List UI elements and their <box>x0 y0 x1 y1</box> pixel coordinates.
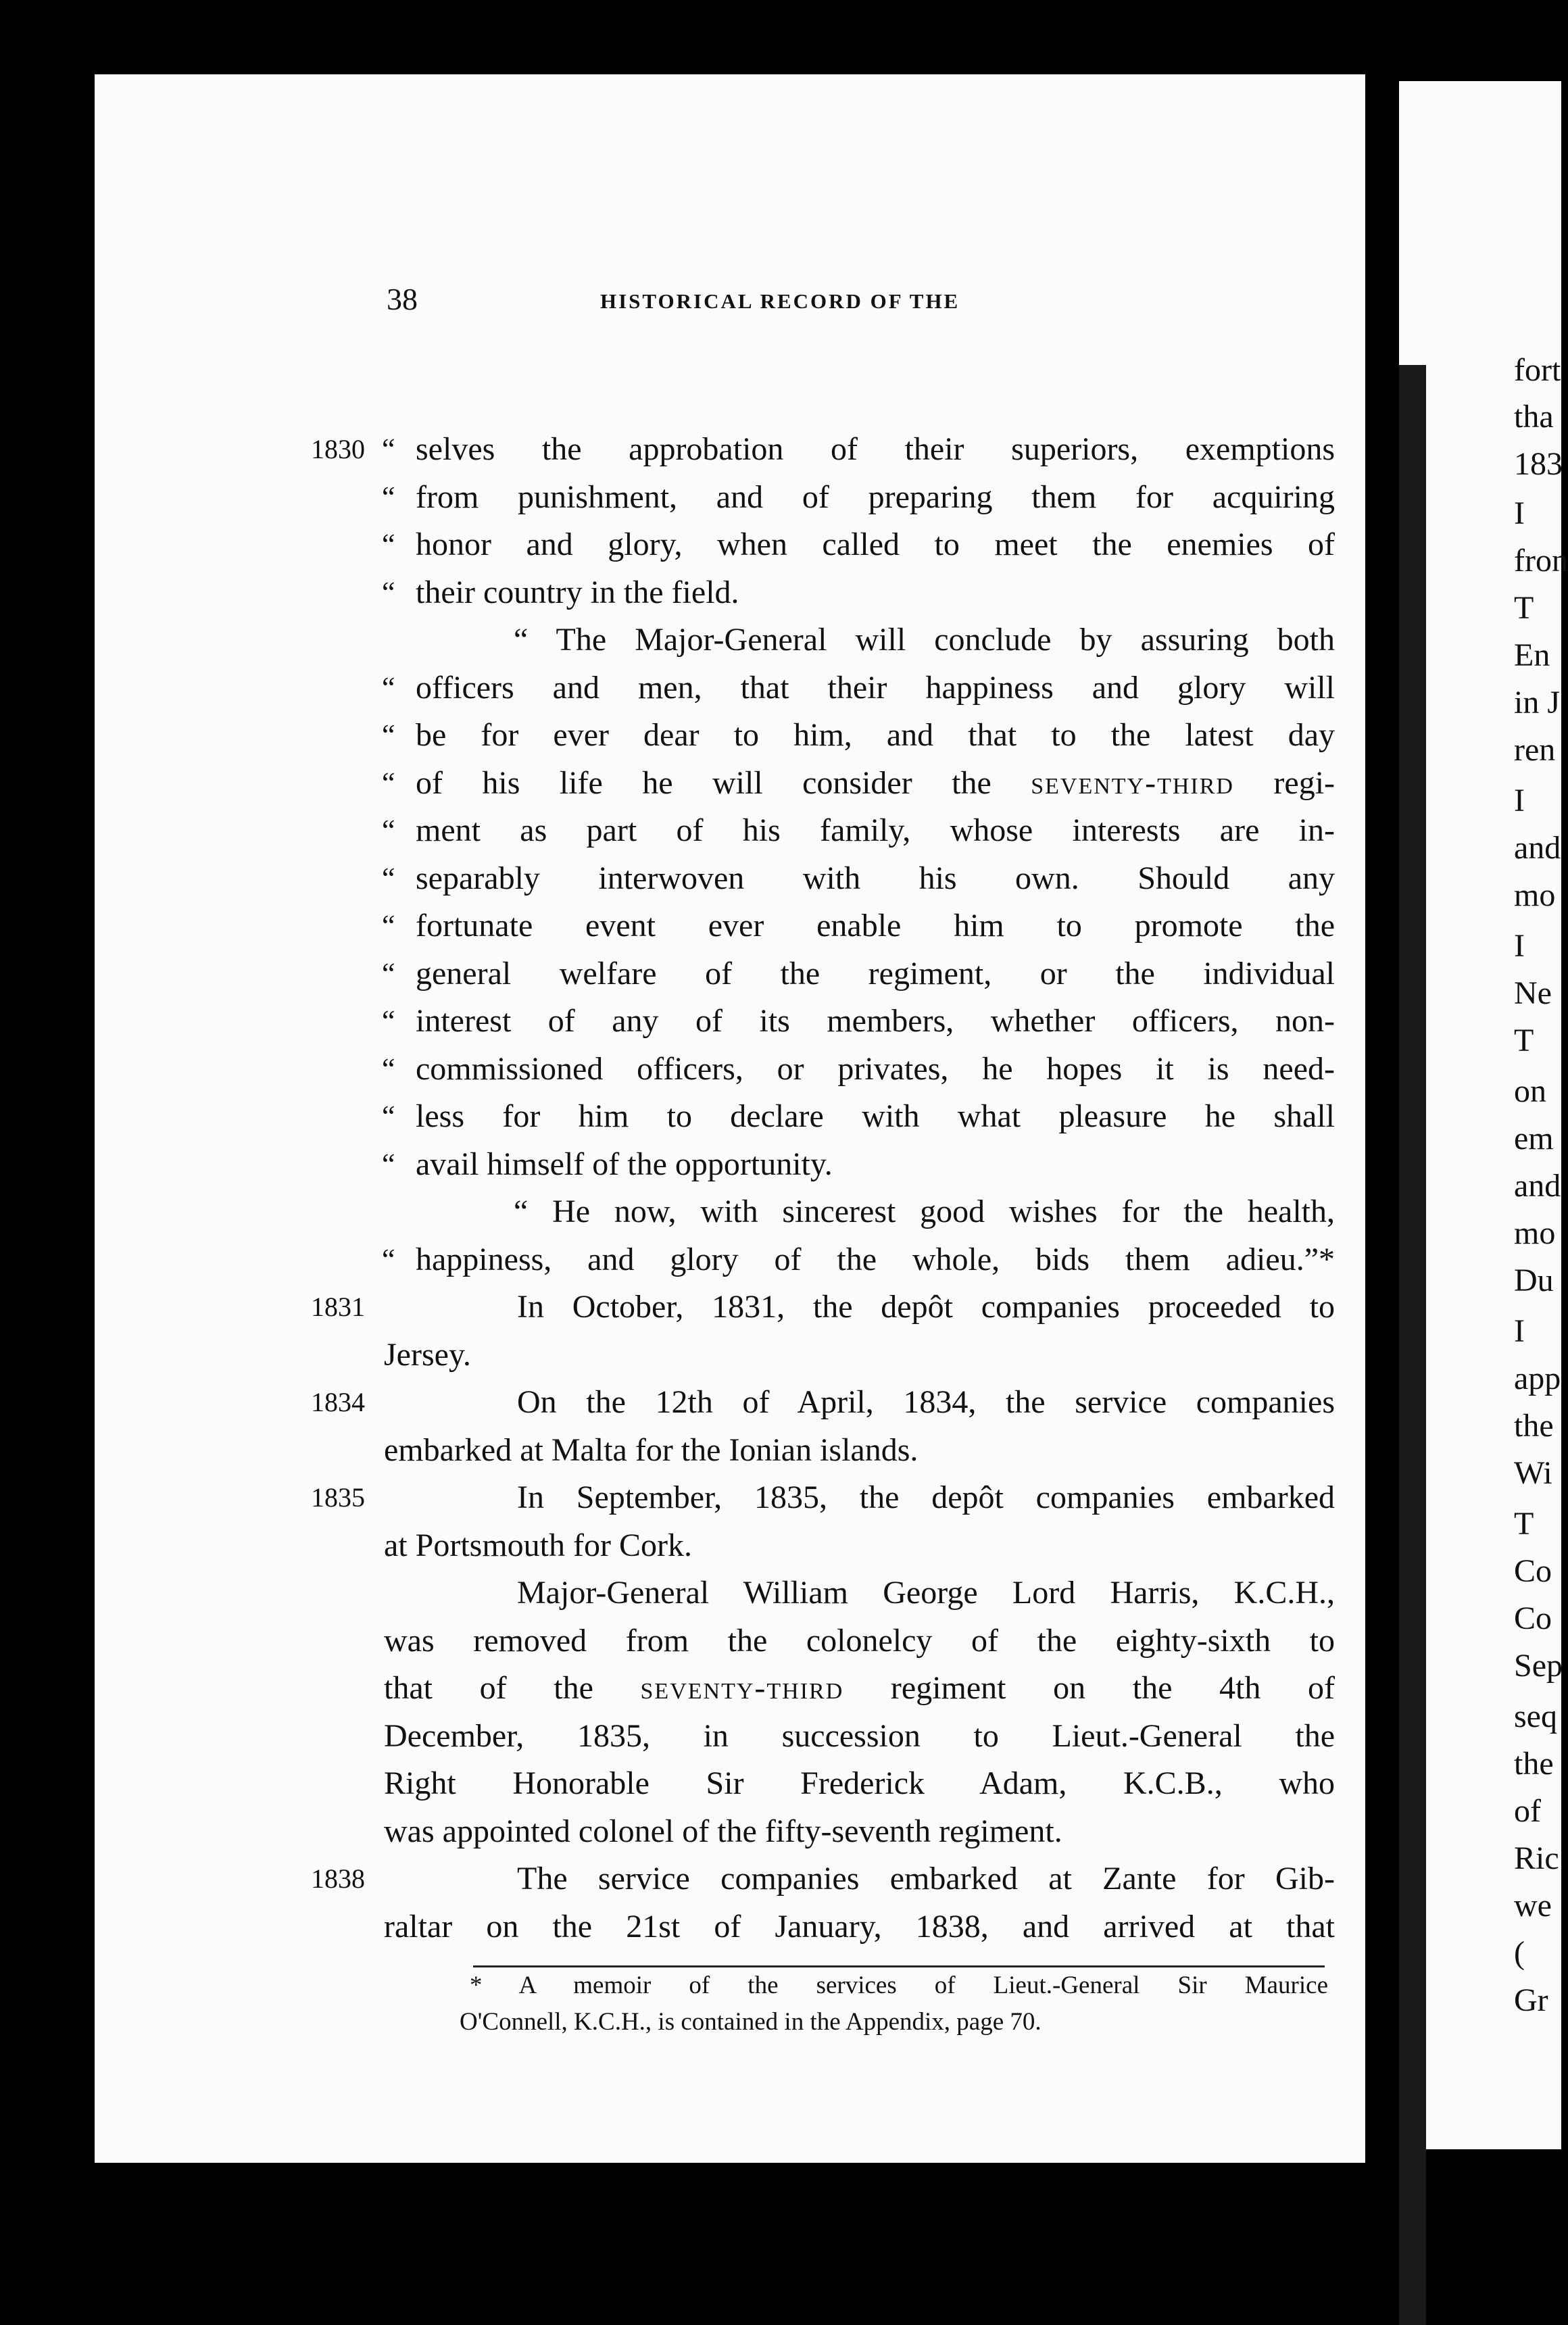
text-line <box>95 855 1365 902</box>
text-line <box>95 1808 1365 1855</box>
line-text-part: that of the <box>384 1670 641 1706</box>
line-text: In October, 1831, the depôt companies proceeded to <box>517 1289 1335 1325</box>
right-page-fragment: Ric <box>1514 1840 1559 1876</box>
text-line <box>95 950 1365 998</box>
line-text: raltar on the 21st of January, 1838, and arrived at that <box>384 1908 1335 1944</box>
right-page-fragment: ren <box>1514 732 1556 768</box>
right-page-fragment: I <box>1514 928 1525 964</box>
quote-mark: “ <box>382 718 395 752</box>
line-text: avail himself of the opportunity. <box>416 1146 833 1182</box>
right-page-fragment: I <box>1514 783 1525 818</box>
text-line <box>95 1093 1365 1140</box>
quote-mark: “ <box>382 814 395 847</box>
line-text: be for ever dear to him, and that to the latest day <box>416 717 1335 753</box>
right-page-fragment: 183 <box>1514 446 1563 482</box>
right-page-fragment: T <box>1514 1023 1534 1058</box>
line-text: Jersey. <box>384 1336 471 1373</box>
right-page-fragment: em <box>1514 1121 1554 1156</box>
quote-mark: “ <box>382 528 395 561</box>
text-line <box>95 1283 1365 1331</box>
margin-year: 1830 <box>311 434 365 464</box>
quote-mark: “ <box>382 433 395 466</box>
right-page-fragment: T <box>1514 1506 1534 1542</box>
right-page-fragment: Sep <box>1514 1648 1563 1684</box>
right-page-fragment: mo <box>1514 1215 1556 1251</box>
text-line <box>95 760 1365 807</box>
text-line <box>95 664 1365 712</box>
right-page-fragment: and <box>1514 1168 1561 1204</box>
text-line <box>95 1141 1365 1188</box>
line-text: at Portsmouth for Cork. <box>384 1527 692 1563</box>
line-text: “ He now, with sincerest good wishes for the health, <box>514 1194 1335 1229</box>
right-page-fragment: the <box>1514 1746 1554 1782</box>
line-text: Right Honorable Sir Frederick Adam, K.C.B., who <box>384 1765 1335 1801</box>
text-line <box>95 474 1365 521</box>
line-text-part: regi- <box>1233 764 1336 801</box>
quote-mark: “ <box>382 480 395 514</box>
footnote-line-2: O'Connell, K.C.H., is contained in the Appendix, page 70. <box>460 2008 1042 2036</box>
margin-year: 1834 <box>311 1387 365 1417</box>
line-text <box>384 1665 1335 1712</box>
line-text: separably interwoven with his own. Should any <box>416 860 1335 896</box>
line-text: embarked at Malta for the Ionian islands. <box>384 1431 918 1468</box>
page-gutter <box>1399 365 1426 2325</box>
quote-mark: “ <box>382 1100 395 1133</box>
line-text: less for him to declare with what pleasure he shall <box>416 1098 1335 1134</box>
text-line <box>95 1569 1365 1617</box>
text-line <box>95 426 1365 473</box>
right-page-fragment: of <box>1514 1793 1541 1829</box>
quote-mark: “ <box>382 766 395 800</box>
line-text: happiness, and glory of the whole, bids them adieu.”* <box>416 1241 1335 1277</box>
right-page-fragment: fron <box>1514 543 1568 579</box>
text-line <box>95 1427 1365 1474</box>
right-page-fragment: ( <box>1514 1935 1525 1971</box>
margin-year: 1831 <box>311 1292 365 1322</box>
right-page-fragment: T <box>1514 590 1534 626</box>
line-text: “ The Major-General will conclude by assuring both <box>514 622 1335 658</box>
line-text: their country in the field. <box>416 574 739 610</box>
quote-mark: “ <box>382 956 395 990</box>
right-page-fragment: I <box>1514 495 1525 531</box>
text-line <box>95 902 1365 950</box>
footnote-rule <box>473 1965 1325 1967</box>
line-text: interest of any of its members, whether officers, non- <box>416 1003 1335 1039</box>
right-page-fragment: Ne <box>1514 975 1552 1011</box>
right-page-fragment: Du <box>1514 1263 1554 1298</box>
text-line <box>95 521 1365 568</box>
quote-mark: “ <box>382 670 395 704</box>
line-text: selves the approbation of their superiors, exemptions <box>416 431 1335 467</box>
text-line <box>95 1713 1365 1760</box>
text-line <box>95 1379 1365 1426</box>
quote-mark: “ <box>382 1242 395 1276</box>
text-line <box>95 1331 1365 1379</box>
text-line <box>95 807 1365 854</box>
text-line <box>95 712 1365 759</box>
line-text-part: of his life he will consider the <box>416 764 1031 801</box>
text-line <box>95 998 1365 1045</box>
text-line <box>95 1522 1365 1569</box>
quote-mark: “ <box>382 861 395 895</box>
text-line <box>95 1046 1365 1093</box>
right-page-fragment: we <box>1514 1888 1552 1924</box>
text-line <box>95 1665 1365 1712</box>
quote-mark: “ <box>382 1052 395 1085</box>
line-text: On the 12th of April, 1834, the service companies <box>517 1384 1335 1420</box>
right-page-fragment: fort <box>1514 352 1561 388</box>
text-line <box>95 1617 1365 1665</box>
text-line <box>95 1474 1365 1521</box>
running-title: HISTORICAL RECORD OF THE <box>600 289 960 313</box>
line-text <box>416 760 1335 807</box>
line-text: honor and glory, when called to meet the enemies of <box>416 527 1335 562</box>
right-page-fragment: Co <box>1514 1553 1552 1589</box>
right-page-fragment: Co <box>1514 1600 1552 1636</box>
text-line <box>95 1903 1365 1951</box>
right-page <box>1399 81 1568 2149</box>
line-text: from punishment, and of preparing them for acquiring <box>416 479 1335 515</box>
line-text: fortunate event ever enable him to promote the <box>416 908 1335 944</box>
right-page-fragment: seq <box>1514 1698 1557 1734</box>
left-page <box>95 74 1365 2163</box>
regiment-name-small-caps: seventy-third <box>640 1670 844 1706</box>
text-line <box>95 569 1365 616</box>
footnote-line-1: * A memoir of the services of Lieut.-General Sir Maurice <box>470 1972 1328 1999</box>
text-line <box>95 1236 1365 1283</box>
line-text: ment as part of his family, whose interests are in- <box>416 812 1335 848</box>
right-page-fragment: app <box>1514 1361 1561 1396</box>
line-text: was appointed colonel of the fifty-seventh regiment. <box>384 1813 1062 1849</box>
text-line <box>95 1760 1365 1807</box>
right-page-fragment: Gr <box>1514 1982 1548 2018</box>
right-page-fragment: in J <box>1514 685 1561 720</box>
text-line <box>95 1188 1365 1235</box>
right-page-fragment: tha <box>1514 399 1554 435</box>
page-number: 38 <box>387 282 418 316</box>
line-text-part: regiment on the 4th of <box>843 1670 1336 1706</box>
line-text: Major-General William George Lord Harris, K.C.H., <box>517 1575 1335 1611</box>
right-page-fragment: I <box>1514 1313 1525 1349</box>
text-line <box>95 616 1365 664</box>
right-page-fragment: on <box>1514 1073 1546 1109</box>
right-page-fragment: and <box>1514 830 1561 866</box>
right-page-fragment: mo <box>1514 877 1556 913</box>
page-header <box>95 279 1365 320</box>
right-page-fragment: En <box>1514 637 1550 673</box>
line-text: The service companies embarked at Zante for Gib- <box>517 1861 1335 1896</box>
quote-mark: “ <box>382 575 395 609</box>
quote-mark: “ <box>382 1147 395 1181</box>
regiment-name-small-caps: seventy-third <box>1031 764 1234 801</box>
line-text: December, 1835, in succession to Lieut.-General the <box>384 1717 1335 1754</box>
margin-year: 1838 <box>311 1863 365 1894</box>
line-text: officers and men, that their happiness and glory will <box>416 669 1335 706</box>
right-page-fragment: Wi <box>1514 1455 1552 1491</box>
margin-year: 1835 <box>311 1482 365 1513</box>
line-text: general welfare of the regiment, or the individual <box>416 955 1335 992</box>
line-text: was removed from the colonelcy of the eighty-sixth to <box>384 1622 1335 1659</box>
line-text: In September, 1835, the depôt companies embarked <box>517 1479 1335 1515</box>
quote-mark: “ <box>382 1004 395 1037</box>
line-text: commissioned officers, or privates, he hopes it is need- <box>416 1050 1335 1087</box>
right-page-fragment: the <box>1514 1408 1554 1444</box>
quote-mark: “ <box>382 909 395 942</box>
text-line <box>95 1855 1365 1903</box>
